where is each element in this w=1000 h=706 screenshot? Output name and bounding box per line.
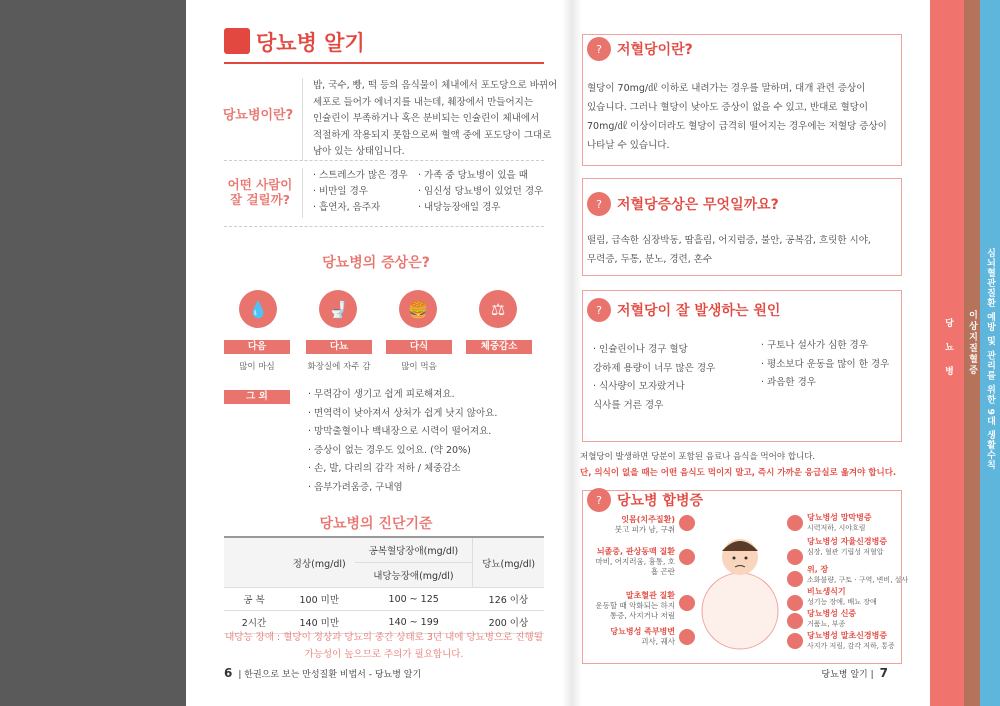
complication-desc: 마비, 어지러움, 흉통, 호흡 곤란 xyxy=(595,557,675,576)
definition-line: 밥, 국수, 빵, 떡 등의 음식물이 체내에서 포도당으로 바뀌어 xyxy=(313,80,558,91)
risk-item: · 임신성 당뇨병이 있었던 경우 xyxy=(418,186,544,197)
complication-head xyxy=(587,485,817,515)
cell-dm: 200 이상 xyxy=(473,611,544,634)
symptom-box xyxy=(582,178,902,276)
complication-left-item xyxy=(593,547,675,577)
symptom-text xyxy=(587,231,895,269)
doctor-icon: ? xyxy=(587,298,611,322)
burger-icon: 🍔 xyxy=(399,290,437,328)
complication-right-item xyxy=(807,609,917,629)
tab-guidelines xyxy=(980,0,1000,706)
cause-note: 저혈당이 발생하면 당분이 포함된 음료나 음식을 먹어야 합니다. xyxy=(580,452,816,462)
left-page xyxy=(186,0,566,706)
row-label: 공 복 xyxy=(224,588,284,611)
cause-warning: 단, 의식이 없을 때는 어떤 음식도 먹이지 말고, 즉시 가까운 응급실로 옮겨야 합니다. xyxy=(580,468,897,478)
complication-name: 잇몸(치주질환) xyxy=(621,515,675,524)
kidney-icon xyxy=(787,613,803,629)
heart-icon xyxy=(787,549,803,565)
hypo-head xyxy=(587,34,817,64)
definition-line: 인슐린이 부족하거나 혹은 분비되는 인슐린이 체내에서 xyxy=(313,113,540,124)
note-line: 가능성이 높으므로 주의가 필요합니다. xyxy=(304,649,464,660)
tab-dyslipidemia xyxy=(964,0,980,706)
diagnosis-table xyxy=(224,536,544,634)
risk-label-line: 잘 걸릴까? xyxy=(230,192,290,207)
complication-right-item xyxy=(807,587,917,607)
header-normal: 정상(mg/dl) xyxy=(284,537,355,588)
complication-name: 당뇨병성 자율신경병증 xyxy=(807,537,888,546)
complication-name: 말초혈관 질환 xyxy=(625,591,675,600)
scale-icon: ⚖ xyxy=(479,290,517,328)
text-line: 무력증, 두통, 분노, 경련, 혼수 xyxy=(587,254,713,265)
cell-impaired: 100 ~ 125 xyxy=(355,588,473,611)
cause-head xyxy=(587,295,817,325)
cause-list-2 xyxy=(761,337,889,393)
complication-name: 뇌졸중, 관상동맥 질환 xyxy=(596,547,675,556)
symptom-desc: 많이 마심 xyxy=(239,362,275,372)
table-row xyxy=(224,588,544,611)
bladder-icon xyxy=(787,595,803,611)
complication-left-item xyxy=(593,515,675,535)
etc-item: · 손, 발, 다리의 감각 저하 / 체중감소 xyxy=(308,463,461,475)
risk-item: · 내당능장애일 경우 xyxy=(418,202,501,213)
complication-desc: 사지가 저림, 감각 저하, 통증 xyxy=(807,642,895,650)
tab-diabetes xyxy=(930,0,964,706)
page-number: 7 xyxy=(879,666,888,680)
risk-item: · 흡연자, 음주자 xyxy=(313,202,381,213)
complication-box xyxy=(582,490,909,664)
cause-list-1 xyxy=(593,341,715,415)
complication-right-item xyxy=(807,565,917,585)
cell-dm: 126 이상 xyxy=(473,588,544,611)
complication-desc: 붓고 피가 남, 구취 xyxy=(614,525,675,534)
doctor-icon xyxy=(224,28,250,54)
symptom-desc: 화장실에 자주 감 xyxy=(307,362,371,372)
complication-left-item xyxy=(593,591,675,621)
cause-item: 강하제 용량이 너무 많은 경우 xyxy=(593,362,716,374)
cell-normal: 100 미만 xyxy=(284,588,355,611)
doctor-icon: ? xyxy=(587,37,611,61)
symptom-tag: 다식 xyxy=(386,340,452,354)
definition-label: 당뇨병이란? xyxy=(222,108,294,123)
symptom-head xyxy=(587,189,817,219)
brain-icon xyxy=(679,549,695,565)
hypo-text xyxy=(587,79,895,155)
cause-item: · 인슐린이나 경구 혈당 xyxy=(593,344,688,355)
text-line: 있습니다. 그러나 혈당이 낮아도 증상이 없을 수 있고, 반대로 혈당이 xyxy=(587,102,868,113)
symptom-tag: 다뇨 xyxy=(306,340,372,354)
risk-label xyxy=(222,177,298,207)
diagnosis-title: 당뇨병의 진단기준 xyxy=(319,516,433,532)
cause-title: 저혈당이 잘 발생하는 원인 xyxy=(617,303,781,319)
text-line: 떨림, 급속한 심장박동, 땀흘림, 어지럼증, 불안, 공복감, 흐릿한 시야, xyxy=(587,235,871,246)
footer-left xyxy=(224,666,421,680)
risk-item: · 스트레스가 많은 경우 xyxy=(313,170,408,181)
complication-right-item xyxy=(807,513,917,533)
complication-desc: 괴사, 궤사 xyxy=(641,637,675,646)
tooth-icon xyxy=(679,515,695,531)
header-impaired-group: 공복혈당장애(mg/dl) xyxy=(355,537,473,563)
text-line: 혈당이 70mg/㎗ 이하로 내려가는 경우를 말하며, 대개 관련 증상이 xyxy=(587,83,866,94)
footer-text: 당뇨병 알기 | xyxy=(821,670,874,680)
tab-label: 이상지질혈증 xyxy=(967,310,977,376)
cell-impaired: 140 ~ 199 xyxy=(355,611,473,634)
cause-item: · 과음한 경우 xyxy=(761,377,816,388)
symptom-tag: 다음 xyxy=(224,340,290,354)
toilet-icon: 🚽 xyxy=(319,290,357,328)
foot-icon xyxy=(679,629,695,645)
definition-line: 적절하게 작용되지 못함으로써 혈액 중에 포도당이 그대로 xyxy=(313,129,552,141)
complication-left-item xyxy=(593,627,675,647)
definition-line: 세포로 들어가 에너지를 내는데, 췌장에서 만들어지는 xyxy=(313,96,534,108)
tab-label: 심뇌혈관질환 예방 및 관리를 위한 9대 생활수칙 xyxy=(985,248,995,471)
complication-desc: 성기능 장애, 배뇨 장애 xyxy=(807,598,877,606)
symptom-tag: 체중감소 xyxy=(466,340,532,354)
etc-item: · 면역력이 낮아져서 상처가 쉽게 낫지 않아요. xyxy=(308,407,498,419)
complication-title: 당뇨병 합병증 xyxy=(617,493,704,509)
right-page xyxy=(578,0,930,706)
footer-right xyxy=(821,666,888,680)
cause-item: · 식사량이 모자랐거나 xyxy=(593,381,685,392)
symptom-desc: 많이 먹음 xyxy=(401,362,437,372)
complication-desc: 소화불량, 구토 · 구역, 변비, 설사 xyxy=(807,576,909,584)
etc-item: · 음부가려움증, 구내염 xyxy=(308,481,403,493)
etc-item: · 증상이 없는 경우도 있어요. (약 20%) xyxy=(308,444,471,456)
text-line: 70mg/㎗ 이상이더라도 혈당이 급격히 떨어지는 경우에는 저혈당 증상이 xyxy=(587,121,887,132)
booklet-spread xyxy=(186,0,930,706)
etc-item: · 망막출혈이나 백내장으로 시력이 떨어져요. xyxy=(308,426,492,438)
risk-item: · 가족 중 당뇨병이 있을 때 xyxy=(418,170,528,181)
complication-right-item xyxy=(807,631,917,651)
definition-text xyxy=(302,78,563,161)
vessel-icon xyxy=(679,595,695,611)
doctor-icon: ? xyxy=(587,488,611,512)
eye-icon xyxy=(787,515,803,531)
hypo-title: 저혈당이란? xyxy=(617,42,693,58)
risk-item: · 비만일 경우 xyxy=(313,186,368,197)
complication-name: 비뇨생식기 xyxy=(807,587,846,596)
note-line: 내당능 장애 : 혈당이 정상과 당뇨의 중간 상태로 3년 내에 당뇨병으로 진행될 xyxy=(225,632,543,643)
hypo-box xyxy=(582,34,902,166)
divider xyxy=(224,226,544,227)
complication-name: 당뇨병성 족부병변 xyxy=(610,627,675,636)
cause-item: · 평소보다 운동을 많이 한 경우 xyxy=(761,358,890,370)
page-number: 6 xyxy=(224,666,233,680)
row-label: 2시간 xyxy=(224,611,284,634)
complication-name: 위, 장 xyxy=(807,565,829,574)
complication-desc: 심장, 혈관 기립성 저혈압 xyxy=(807,548,884,556)
drop-icon: 💧 xyxy=(239,290,277,328)
cell-normal: 140 미만 xyxy=(284,611,355,634)
header-blank xyxy=(224,537,284,588)
complication-desc: 시력저하, 시야흐림 xyxy=(807,524,866,532)
header-dm: 당뇨(mg/dl) xyxy=(473,537,544,588)
title-underline xyxy=(224,62,544,64)
cause-box xyxy=(582,290,902,442)
stomach-icon xyxy=(787,571,803,587)
cause-item: · 구토나 설사가 심한 경우 xyxy=(761,340,868,351)
complication-right-item xyxy=(807,537,917,557)
doctor-icon: ? xyxy=(587,192,611,216)
complication-name: 당뇨병성 망막병증 xyxy=(807,513,872,522)
etc-tag: 그 외 xyxy=(224,390,290,404)
symptom-title: 저혈당증상은 무엇일까요? xyxy=(617,197,779,213)
complication-desc: 운동할 때 악화되는 하지통증, 사지거나 저림 xyxy=(595,601,675,620)
footer-text: | 한권으로 보는 만성질환 비법서 - 당뇨병 알기 xyxy=(238,670,422,680)
patient-illustration-icon xyxy=(695,531,785,651)
complication-name: 당뇨병성 말초신경병증 xyxy=(807,631,888,640)
risk-list-2 xyxy=(418,168,543,216)
complication-desc: 거품뇨, 부종 xyxy=(807,620,846,628)
cause-item: 식사를 거른 경우 xyxy=(593,399,664,411)
complication-name: 당뇨병성 신증 xyxy=(807,609,857,618)
text-line: 나타날 수 있습니다. xyxy=(587,140,670,151)
tab-label: 당 뇨 병 xyxy=(943,318,953,382)
definition-line: 남아 있는 상태입니다. xyxy=(313,146,405,157)
etc-item: · 무력감이 생기고 쉽게 피로해져요. xyxy=(308,389,455,400)
page-title: 당뇨병 알기 xyxy=(256,31,365,55)
etc-list xyxy=(308,386,497,498)
symptoms-title: 당뇨병의 증상은? xyxy=(322,255,430,271)
nerve-icon xyxy=(787,633,803,649)
risk-list-1 xyxy=(302,168,408,218)
divider xyxy=(224,160,544,161)
diagnosis-note xyxy=(224,629,544,663)
header-impaired-sub: 내당능장애(mg/dl) xyxy=(355,563,473,588)
risk-label-line: 어떤 사람이 xyxy=(227,177,293,192)
